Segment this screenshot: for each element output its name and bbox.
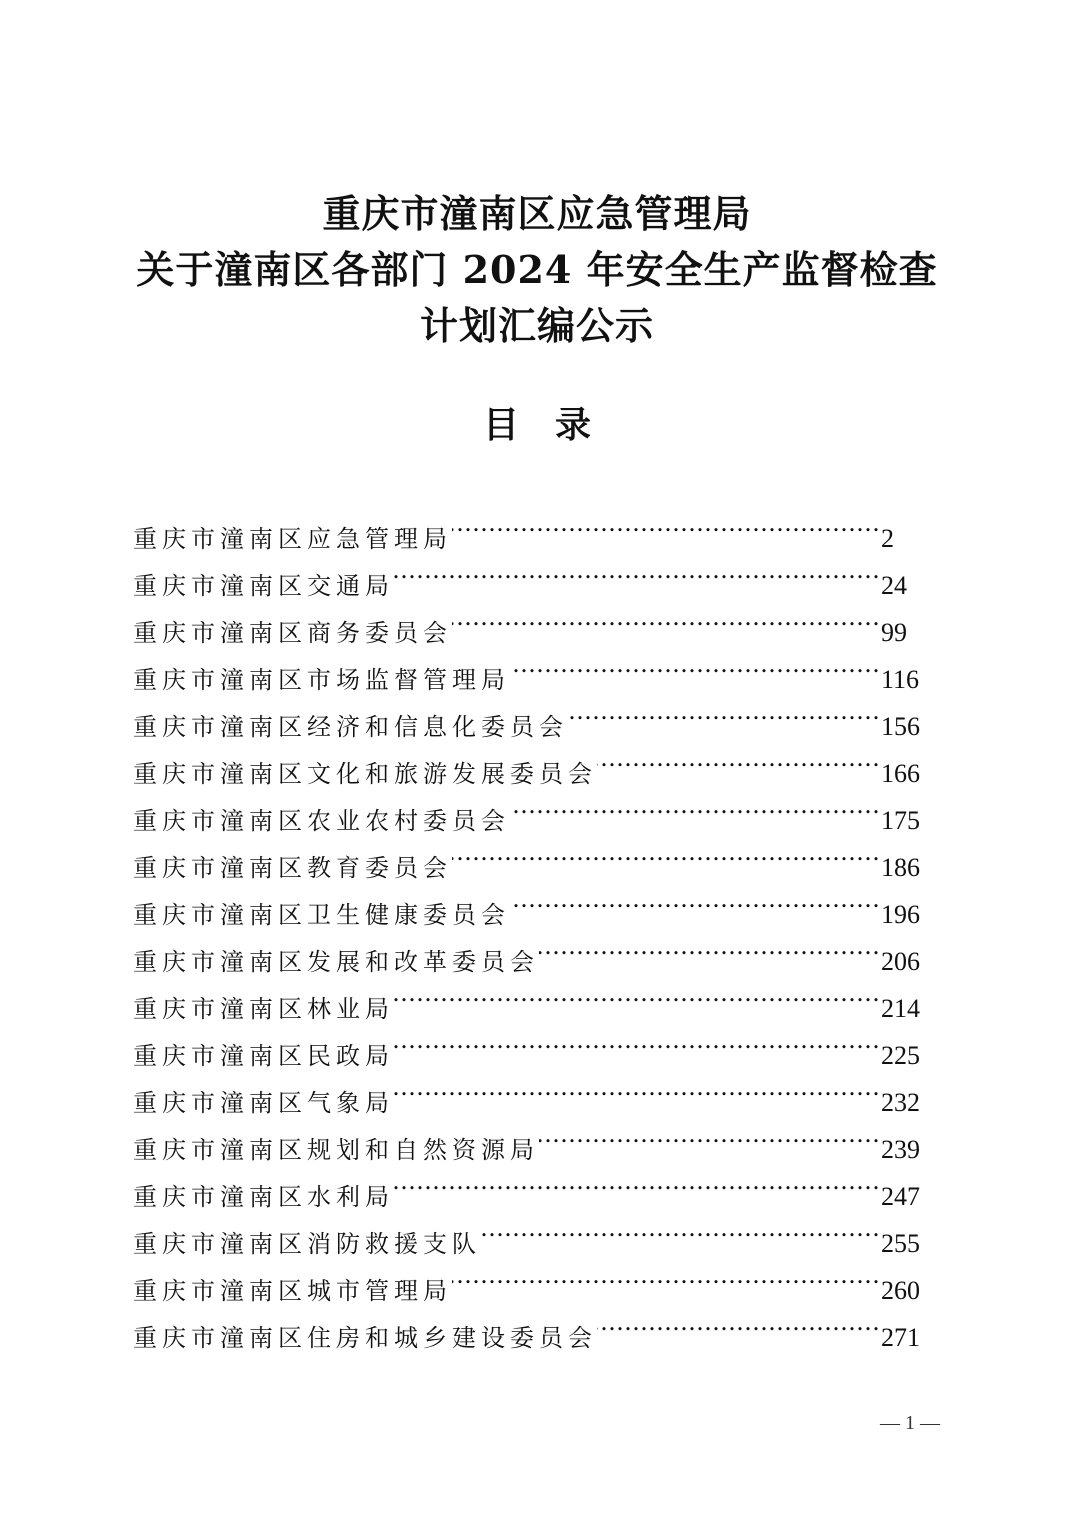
toc-entry-name: 重庆市潼南区商务委员会 [133, 619, 452, 647]
toc-leader-dots [452, 829, 880, 876]
toc-entry-name: 重庆市潼南区消防救援支队 [133, 1230, 481, 1258]
toc-entry-page: 24 [881, 571, 907, 600]
title-line-2: 关于潼南区各部门 2024 年安全生产监督检查 [136, 247, 938, 292]
toc-entry-page: 156 [881, 712, 920, 741]
toc-leader-dots [394, 547, 880, 594]
toc-entry[interactable] [133, 500, 925, 553]
toc-entry-name: 重庆市潼南区发展和改革委员会 [133, 948, 539, 976]
toc-entry-page: 214 [881, 994, 920, 1023]
toc-entry-name: 重庆市潼南区水利局 [133, 1183, 394, 1211]
toc-entry-name: 重庆市潼南区农业农村委员会 [133, 807, 510, 835]
toc-leader-dots [394, 1158, 880, 1205]
toc-leader-dots [510, 782, 880, 829]
toc-entry-name: 重庆市潼南区城市管理局 [133, 1277, 452, 1305]
toc-leader-dots [510, 641, 880, 688]
toc-entry-name: 重庆市潼南区住房和城乡建设委员会 [133, 1324, 597, 1352]
toc-entry-name: 重庆市潼南区交通局 [133, 572, 394, 600]
toc-leader-dots [568, 688, 880, 735]
toc-entry-page: 255 [881, 1229, 920, 1258]
toc-leader-dots [394, 1017, 880, 1064]
toc-leader-dots [394, 970, 880, 1017]
toc-entry-page: 271 [881, 1323, 920, 1352]
toc-entry-page: 206 [881, 947, 920, 976]
toc-entry-page: 2 [881, 524, 894, 553]
toc-entry-name: 重庆市潼南区民政局 [133, 1042, 394, 1070]
toc-entry-name: 重庆市潼南区林业局 [133, 995, 394, 1023]
toc-entry-page: 99 [881, 618, 907, 647]
page-number: — 1 — [880, 1412, 940, 1434]
toc-leader-dots [539, 1111, 880, 1158]
toc-entry-name: 重庆市潼南区文化和旅游发展委员会 [133, 760, 597, 788]
toc-leader-dots [394, 1064, 880, 1111]
toc-entry-name: 重庆市潼南区市场监督管理局 [133, 666, 510, 694]
toc-heading: 目 录 [482, 405, 591, 446]
toc-leader-dots [597, 1299, 880, 1346]
toc-leader-dots [510, 876, 880, 923]
toc-entry-page: 186 [881, 853, 920, 882]
toc-leader-dots [452, 1252, 880, 1299]
toc-entry-name: 重庆市潼南区规划和自然资源局 [133, 1136, 539, 1164]
toc-leader-dots [481, 1205, 880, 1252]
toc-entry-page: 166 [881, 759, 920, 788]
toc-entry-name: 重庆市潼南区教育委员会 [133, 854, 452, 882]
title-line-3: 计划汇编公示 [419, 303, 654, 348]
toc-entry-page: 247 [881, 1182, 920, 1211]
toc-entry-name: 重庆市潼南区经济和信息化委员会 [133, 713, 568, 741]
toc-entry-name: 重庆市潼南区气象局 [133, 1089, 394, 1117]
toc-entry-name: 重庆市潼南区卫生健康委员会 [133, 901, 510, 929]
toc-entry-page: 175 [881, 806, 920, 835]
title-line-1: 重庆市潼南区应急管理局 [322, 191, 752, 236]
toc-entry-name: 重庆市潼南区应急管理局 [133, 525, 452, 553]
toc-entry-page: 239 [881, 1135, 920, 1164]
document-title [0, 186, 1074, 354]
toc-entry-page: 116 [881, 665, 920, 694]
toc-entry-page: 196 [881, 900, 920, 929]
table-of-contents [133, 500, 925, 1352]
toc-leader-dots [452, 594, 880, 641]
toc-leader-dots [452, 500, 880, 547]
toc-entry-page: 232 [881, 1088, 920, 1117]
toc-leader-dots [539, 923, 880, 970]
toc-entry-page: 225 [881, 1041, 920, 1070]
toc-leader-dots [597, 735, 880, 782]
toc-entry-page: 260 [881, 1276, 920, 1305]
